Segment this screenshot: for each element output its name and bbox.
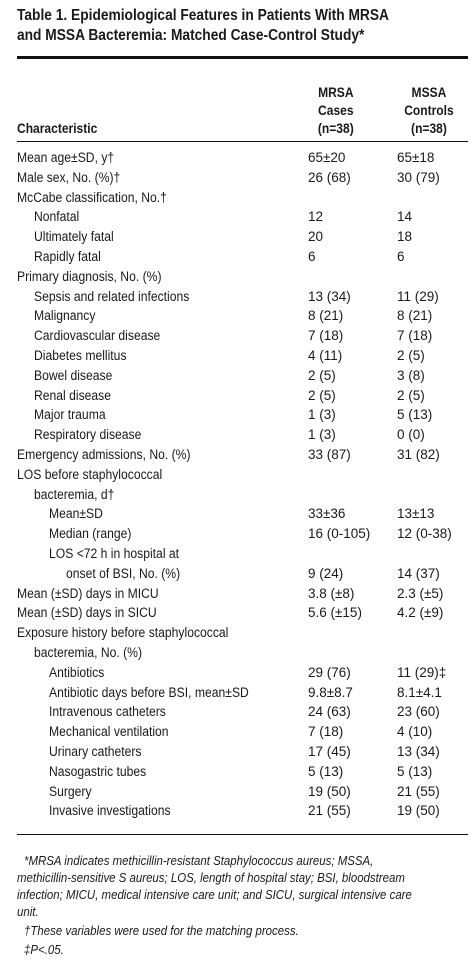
mssa-value: 31 (82) xyxy=(397,447,440,462)
table-row xyxy=(0,207,474,227)
mrsa-value: 33±36 xyxy=(308,506,346,522)
table-row xyxy=(0,762,474,782)
table-row xyxy=(0,346,474,366)
row-label: LOS before staphylococcal xyxy=(17,466,163,482)
bottom-rule xyxy=(17,834,468,835)
mrsa-value: 13 (34) xyxy=(308,288,351,304)
row-label: Diabetes mellitus xyxy=(34,348,127,363)
mrsa-value: 12 xyxy=(308,209,324,225)
table-row xyxy=(0,742,474,762)
header-mrsa-cases: MRSA Cases (n=38) xyxy=(317,84,354,136)
row-label: Respiratory disease xyxy=(34,427,142,443)
table-row xyxy=(0,148,474,168)
mssa-value: 11 (29)‡ xyxy=(397,664,447,680)
mssa-value: 30 (79) xyxy=(397,169,440,185)
mssa-value: 8 (21) xyxy=(397,308,433,324)
table-row xyxy=(0,801,474,821)
table-row xyxy=(0,485,474,505)
table-title: Table 1. Epidemiological Features in Patients With MRSA and MSSA Bacteremia: Matched Case-Control Study* xyxy=(17,7,389,44)
mrsa-value: 9 (24) xyxy=(308,565,344,581)
table-row xyxy=(0,683,474,703)
row-label: Primary diagnosis, No. (%) xyxy=(17,268,162,284)
mssa-value: 19 (50) xyxy=(397,803,440,819)
mssa-value: 14 (37) xyxy=(397,565,440,581)
mssa-value: 65±18 xyxy=(397,150,435,165)
footnote-abbreviations: *MRSA indicates methicillin-resistant Staphylococcus aureus; MSSA, methicillin-sensitive S aureus; LOS, length of hospital stay; BSI, bloodstream infection; MICU, medical intensive care unit; and SICU, surgical intensive care unit. xyxy=(17,853,412,919)
mssa-value: 6 xyxy=(397,249,405,264)
mrsa-value: 2 (5) xyxy=(308,367,336,383)
mrsa-value: 7 (18) xyxy=(308,328,344,344)
mssa-value: 0 (0) xyxy=(397,427,425,443)
mssa-value: 7 (18) xyxy=(397,328,433,344)
row-label: onset of BSI, No. (%) xyxy=(66,565,181,581)
mrsa-value: 9.8±8.7 xyxy=(308,684,353,700)
row-label: Antibiotics xyxy=(49,664,105,680)
mssa-value: 5 (13) xyxy=(397,763,433,779)
row-label: Urinary catheters xyxy=(49,744,142,759)
table-row xyxy=(0,247,474,267)
row-label: Malignancy xyxy=(34,308,96,324)
mssa-value: 2 (5) xyxy=(397,348,425,363)
table-row xyxy=(0,584,474,604)
table-row xyxy=(0,782,474,802)
table-row xyxy=(0,465,474,485)
mrsa-value: 33 (87) xyxy=(308,447,351,462)
mssa-value: 3 (8) xyxy=(397,367,425,383)
row-label: Rapidly fatal xyxy=(34,249,101,264)
mrsa-value: 19 (50) xyxy=(308,783,351,799)
row-label: Surgery xyxy=(49,783,92,799)
mssa-value: 23 (60) xyxy=(397,704,440,720)
footnote-matching: †These variables were used for the matching process. xyxy=(24,923,299,938)
row-label: Mean±SD xyxy=(49,506,103,522)
table-row xyxy=(0,405,474,425)
footnote-significance: ‡P<.05. xyxy=(24,942,64,957)
table-row xyxy=(0,544,474,564)
mrsa-value: 21 (55) xyxy=(308,803,351,819)
mrsa-value: 65±20 xyxy=(308,150,346,165)
row-label: Sepsis and related infections xyxy=(34,288,190,304)
mrsa-value: 29 (76) xyxy=(308,664,351,680)
row-label: bacteremia, d† xyxy=(34,486,115,502)
header-mssa-controls: MSSA Controls (n=38) xyxy=(404,84,454,136)
row-label: Intravenous catheters xyxy=(49,704,166,720)
mrsa-value: 5.6 (±15) xyxy=(308,605,362,621)
row-label: Renal disease xyxy=(34,387,112,403)
row-label: Mechanical ventilation xyxy=(49,724,169,740)
mrsa-value: 1 (3) xyxy=(308,407,336,423)
mssa-value: 8.1±4.1 xyxy=(397,684,442,700)
row-label: Mean (±SD) days in MICU xyxy=(17,585,159,601)
mssa-value: 4.2 (±9) xyxy=(397,605,444,621)
mrsa-value: 7 (18) xyxy=(308,724,344,740)
row-label: Male sex, No. (%)† xyxy=(17,169,121,185)
row-label: bacteremia, No. (%) xyxy=(34,645,143,660)
row-label: Median (range) xyxy=(49,526,132,542)
table-row xyxy=(0,267,474,287)
mssa-value: 4 (10) xyxy=(397,724,433,740)
mrsa-value: 20 xyxy=(308,229,324,245)
row-label: Major trauma xyxy=(34,407,106,423)
row-label: LOS <72 h in hospital at xyxy=(49,546,180,561)
row-label: Bowel disease xyxy=(34,367,113,383)
mssa-value: 5 (13) xyxy=(397,407,433,423)
table-row xyxy=(0,663,474,683)
mssa-value: 13±13 xyxy=(397,506,435,522)
table-row xyxy=(0,425,474,445)
mrsa-value: 24 (63) xyxy=(308,704,351,720)
table-row xyxy=(0,386,474,406)
table-row xyxy=(0,722,474,742)
row-label: Nasogastric tubes xyxy=(49,763,147,779)
mrsa-value: 6 xyxy=(308,249,316,264)
row-label: Mean (±SD) days in SICU xyxy=(17,605,157,621)
mrsa-value: 26 (68) xyxy=(308,169,351,185)
table-row xyxy=(0,168,474,188)
table-row xyxy=(0,227,474,247)
mssa-value: 12 (0-38) xyxy=(397,526,452,542)
table-row xyxy=(0,524,474,544)
mssa-value: 21 (55) xyxy=(397,783,440,799)
table-row xyxy=(0,287,474,307)
mssa-value: 2 (5) xyxy=(397,387,425,403)
table-row xyxy=(0,306,474,326)
row-label: McCabe classification, No.† xyxy=(17,189,167,205)
table-row xyxy=(0,643,474,663)
table-row xyxy=(0,504,474,524)
mrsa-value: 16 (0-105) xyxy=(308,526,371,542)
row-label: Antibiotic days before BSI, mean±SD xyxy=(49,684,249,700)
table-row xyxy=(0,366,474,386)
top-rule xyxy=(17,56,468,59)
mrsa-value: 17 (45) xyxy=(308,744,351,759)
row-label: Mean age±SD, y† xyxy=(17,150,115,165)
row-label: Cardiovascular disease xyxy=(34,328,161,344)
header-characteristic: Characteristic xyxy=(17,120,98,136)
mssa-value: 11 (29) xyxy=(397,288,439,304)
row-label: Nonfatal xyxy=(34,209,80,225)
mrsa-value: 2 (5) xyxy=(308,387,336,403)
table-row xyxy=(0,623,474,643)
mrsa-value: 4 (11) xyxy=(308,348,343,363)
mssa-value: 14 xyxy=(397,209,413,225)
mrsa-value: 1 (3) xyxy=(308,427,336,443)
footnotes xyxy=(17,852,413,958)
row-label: Emergency admissions, No. (%) xyxy=(17,447,191,462)
mssa-value: 18 xyxy=(397,229,413,245)
header-rule xyxy=(17,141,468,142)
row-label: Invasive investigations xyxy=(49,803,171,819)
table-row xyxy=(0,188,474,208)
table-row xyxy=(0,326,474,346)
table-row xyxy=(0,603,474,623)
table-row xyxy=(0,702,474,722)
table-row xyxy=(0,445,474,465)
mssa-value: 13 (34) xyxy=(397,744,440,759)
mrsa-value: 5 (13) xyxy=(308,763,344,779)
mrsa-value: 8 (21) xyxy=(308,308,344,324)
mssa-value: 2.3 (±5) xyxy=(397,585,444,601)
mrsa-value: 3.8 (±8) xyxy=(308,585,355,601)
table-row xyxy=(0,564,474,584)
row-label: Exposure history before staphylococcal xyxy=(17,625,229,641)
row-label: Ultimately fatal xyxy=(34,229,114,245)
